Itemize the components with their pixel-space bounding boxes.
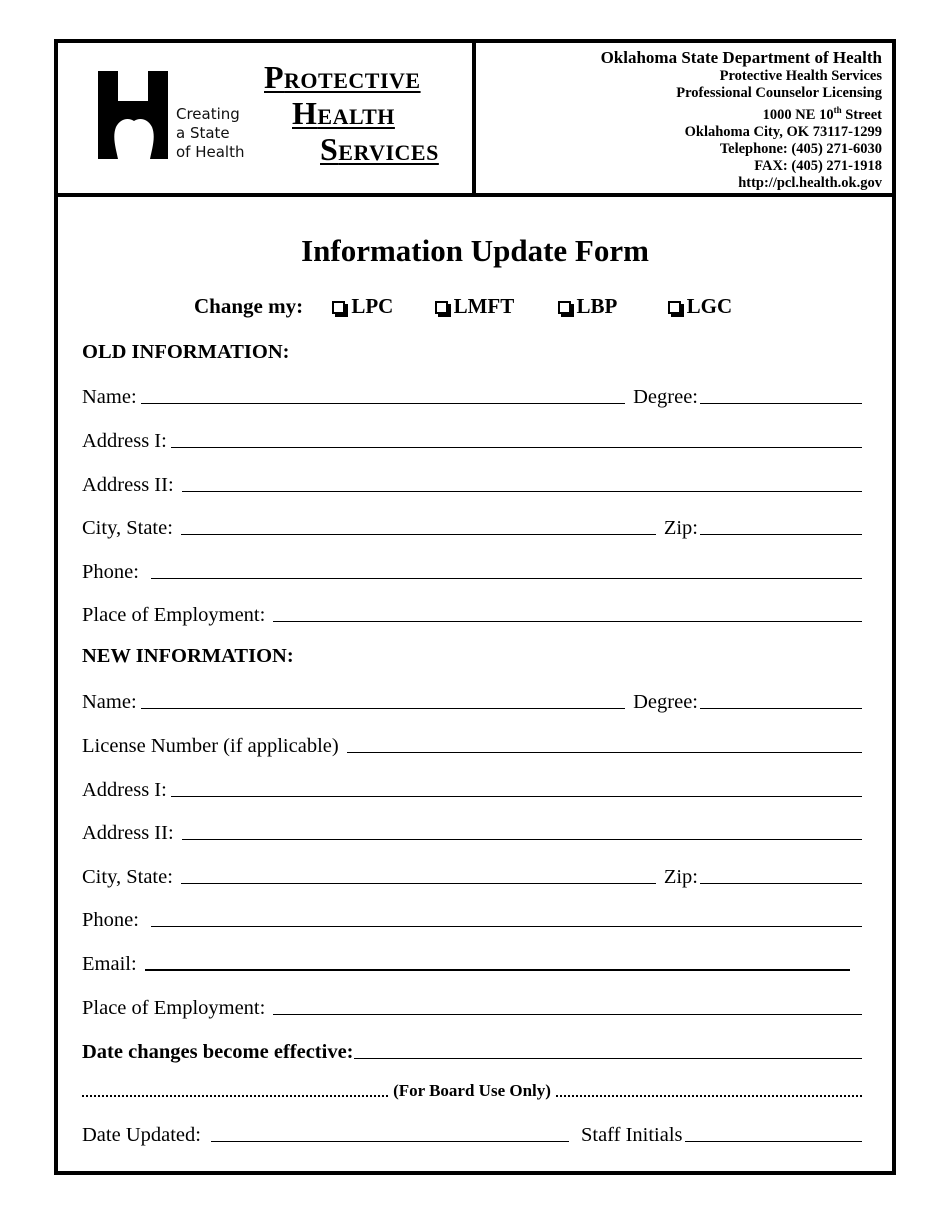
street-address [601,102,882,124]
option-label: LBP [576,294,618,318]
date-effective-row [82,1034,862,1064]
checkbox-lmft[interactable] [435,294,515,319]
new-info-title: NEW INFORMATION: [82,645,294,667]
form-frame [54,39,896,1175]
checkbox-icon[interactable] [558,301,571,314]
change-label: Change my: [194,294,304,318]
fax: FAX: (405) 271-1918 [754,157,882,174]
option-label: LMFT [453,294,515,318]
old-phone-field[interactable] [151,556,862,579]
street-prefix: 1000 NE 10 [762,106,834,123]
street-sup: th [833,105,842,115]
old-phone-row [82,554,862,584]
logo-panel [58,43,476,193]
wordmark-rest: ROTECTIVE [284,68,421,93]
protective-health-services-wordmark [264,61,439,169]
new-address2-row [82,815,862,845]
old-zip-field[interactable] [700,512,862,535]
license-number-label: License Number (if applicable) [82,735,339,757]
degree-label: Degree: [633,386,698,408]
option-label: LGC [686,294,733,318]
board-row [82,1117,862,1147]
date-effective-label: Date changes become effective: [82,1041,354,1063]
tagline-line: a State [176,124,230,142]
old-address2-row [82,467,862,497]
logo-tagline [176,105,244,162]
old-name-field[interactable] [141,381,625,404]
new-degree-field[interactable] [700,686,862,709]
contact-panel [476,43,892,193]
checkbox-icon[interactable] [435,301,448,314]
wordmark-cap: S [320,131,339,167]
dotted-leader [82,1095,388,1097]
city-state-label: City, State: [82,517,173,539]
address2-label: Address II: [82,822,174,844]
dept-name: Oklahoma State Department of Health [600,48,882,67]
email-label: Email: [82,953,137,975]
new-name-field[interactable] [141,686,625,709]
degree-label: Degree: [633,691,698,713]
checkbox-lpc[interactable] [332,294,393,319]
tagline-line: of Health [176,143,245,161]
email-row [82,946,850,976]
address2-label: Address II: [82,474,174,496]
staff-initials-label: Staff Initials [580,1124,683,1146]
zip-label: Zip: [663,517,698,539]
old-address2-field[interactable] [182,469,862,492]
new-phone-field[interactable] [151,904,862,927]
employment-label: Place of Employment: [82,997,266,1019]
old-city-row [82,510,862,540]
street-suffix: Street [841,106,882,123]
new-employment-row [82,990,862,1020]
option-label: LPC [351,294,394,318]
license-number-row [82,728,862,758]
health-h-apple-icon [98,71,170,159]
date-updated-field[interactable] [211,1119,569,1142]
new-zip-field[interactable] [700,861,862,884]
dotted-leader [556,1095,862,1097]
license-number-field[interactable] [347,730,862,753]
new-city-state-field[interactable] [181,861,656,884]
telephone: Telephone: (405) 271-6030 [719,140,882,157]
old-employment-field[interactable] [273,599,862,622]
new-address1-row [82,772,862,802]
wordmark-cap: P [264,59,285,95]
email-field[interactable] [145,947,850,971]
checkbox-icon[interactable] [668,301,681,314]
city-line: Oklahoma City, OK 73117-1299 [684,123,882,140]
address1-label: Address I: [82,430,167,452]
name-label: Name: [82,691,137,713]
address1-label: Address I: [82,779,167,801]
change-license-row [194,294,732,319]
phone-label: Phone: [82,909,139,931]
employment-label: Place of Employment: [82,604,266,626]
staff-initials-field[interactable] [685,1119,862,1142]
old-name-row [82,379,862,409]
old-address1-field[interactable] [171,425,862,448]
old-address1-row [82,423,862,453]
checkbox-lgc[interactable] [668,294,733,319]
checkbox-lbp[interactable] [558,294,618,319]
contact-block [601,48,882,192]
new-phone-row [82,902,862,932]
checkbox-icon[interactable] [332,301,345,314]
form-title: Information Update Form [301,233,649,268]
wordmark-rest: EALTH [317,104,395,129]
zip-label: Zip: [663,866,698,888]
wordmark-rest: ERVICES [338,140,439,165]
board-use-divider [82,1081,862,1101]
board-use-label: (For Board Use Only) [393,1081,551,1100]
new-address2-field[interactable] [182,817,862,840]
city-state-label: City, State: [82,866,173,888]
program-name: Professional Counselor Licensing [676,85,882,101]
name-label: Name: [82,386,137,408]
new-name-row [82,684,862,714]
wordmark-cap: H [292,95,318,131]
old-info-title: OLD INFORMATION: [82,341,290,363]
old-degree-field[interactable] [700,381,862,404]
new-address1-field[interactable] [171,774,862,797]
phone-label: Phone: [82,561,139,583]
website-link[interactable]: http://pcl.health.ok.gov [738,174,882,191]
division-name: Protective Health Services [719,68,882,84]
tagline-line: Creating [176,105,240,123]
old-city-state-field[interactable] [181,512,656,535]
header [58,43,892,197]
date-effective-field[interactable] [354,1036,862,1059]
new-city-row [82,859,862,889]
date-updated-label: Date Updated: [82,1124,201,1146]
new-employment-field[interactable] [273,992,862,1015]
old-employment-row [82,597,862,627]
